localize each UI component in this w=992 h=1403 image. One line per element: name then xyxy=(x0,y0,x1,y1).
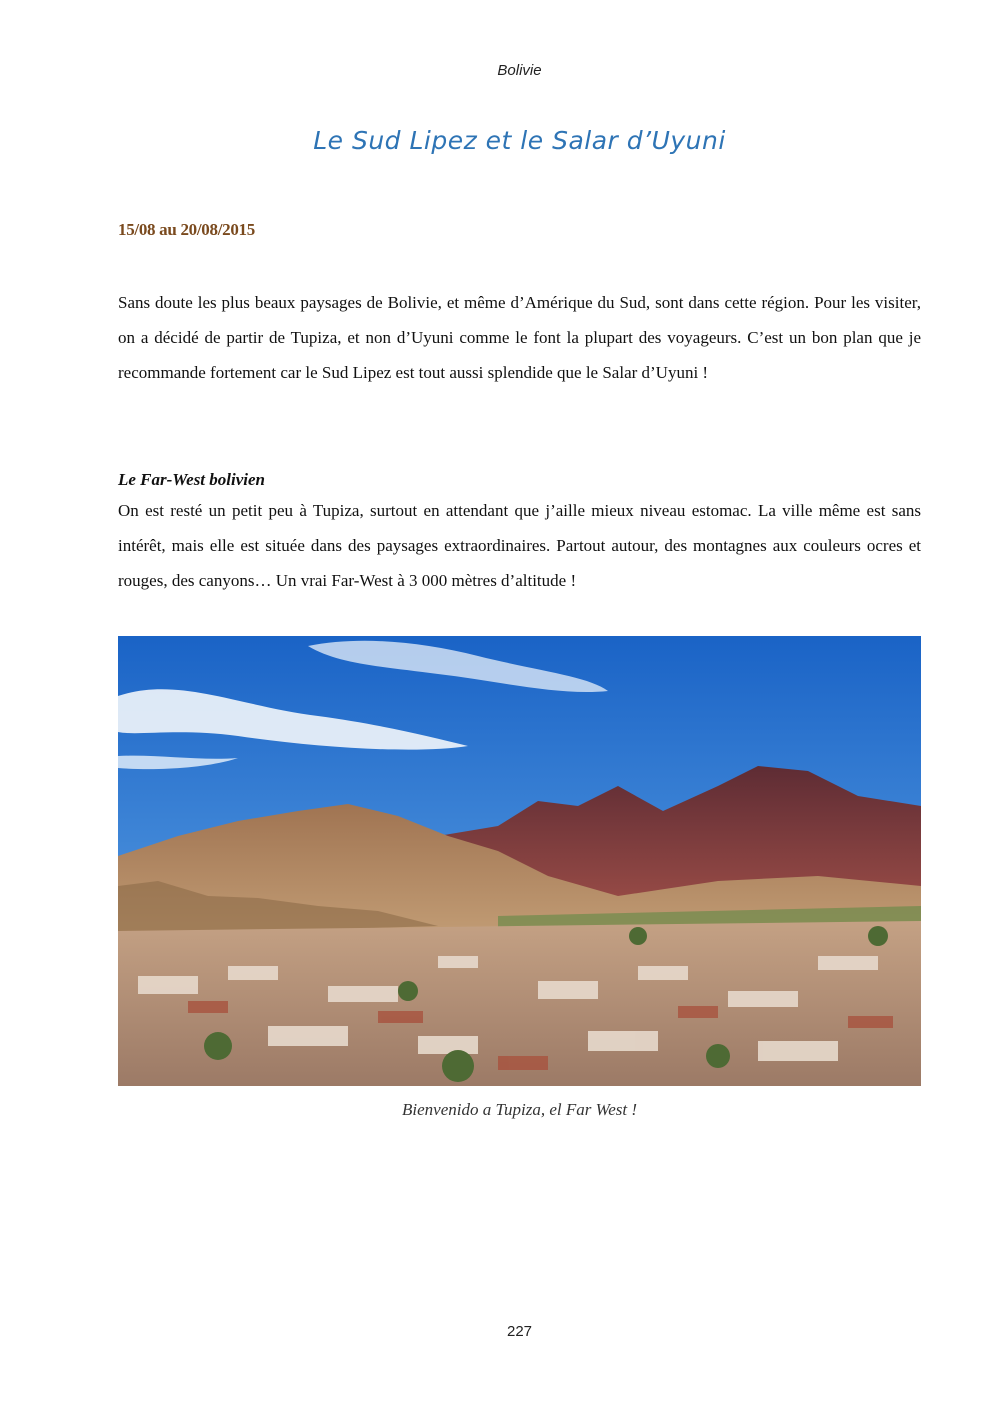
page-number: 227 xyxy=(506,1323,533,1340)
page-title: Le Sud Lipez et le Salar d’Uyuni xyxy=(313,126,726,155)
photo-caption: Bienvenido a Tupiza, el Far West ! xyxy=(402,1100,637,1119)
landscape-illustration xyxy=(118,636,921,1086)
intro-paragraph: Sans doute les plus beaux paysages de Bolivie, et même d’Amérique du Sud, sont dans cette région. Pour les visiter, on a décidé de partir de Tupiza, et non d’Uyuni comme le font la plupart des voyageurs. C’est un bon plan que je recommande fortement car le Sud Lipez est tout aussi splendide que le Salar d’Uyuni ! xyxy=(118,293,921,382)
running-header: Bolivie xyxy=(497,62,542,79)
date-range: 15/08 au 20/08/2015 xyxy=(118,220,255,239)
tupiza-photo xyxy=(118,636,921,1086)
section-heading: Le Far-West bolivien xyxy=(118,470,265,489)
section-paragraph: On est resté un petit peu à Tupiza, surtout en attendant que j’aille mieux niveau estomac. La ville même est sans intérêt, mais elle est située dans des paysages extraordinaires. Partout autour, des montagnes aux couleurs ocres et rouges, des canyons… Un vrai Far-West à 3 000 mètres d’altitude ! xyxy=(118,501,921,590)
